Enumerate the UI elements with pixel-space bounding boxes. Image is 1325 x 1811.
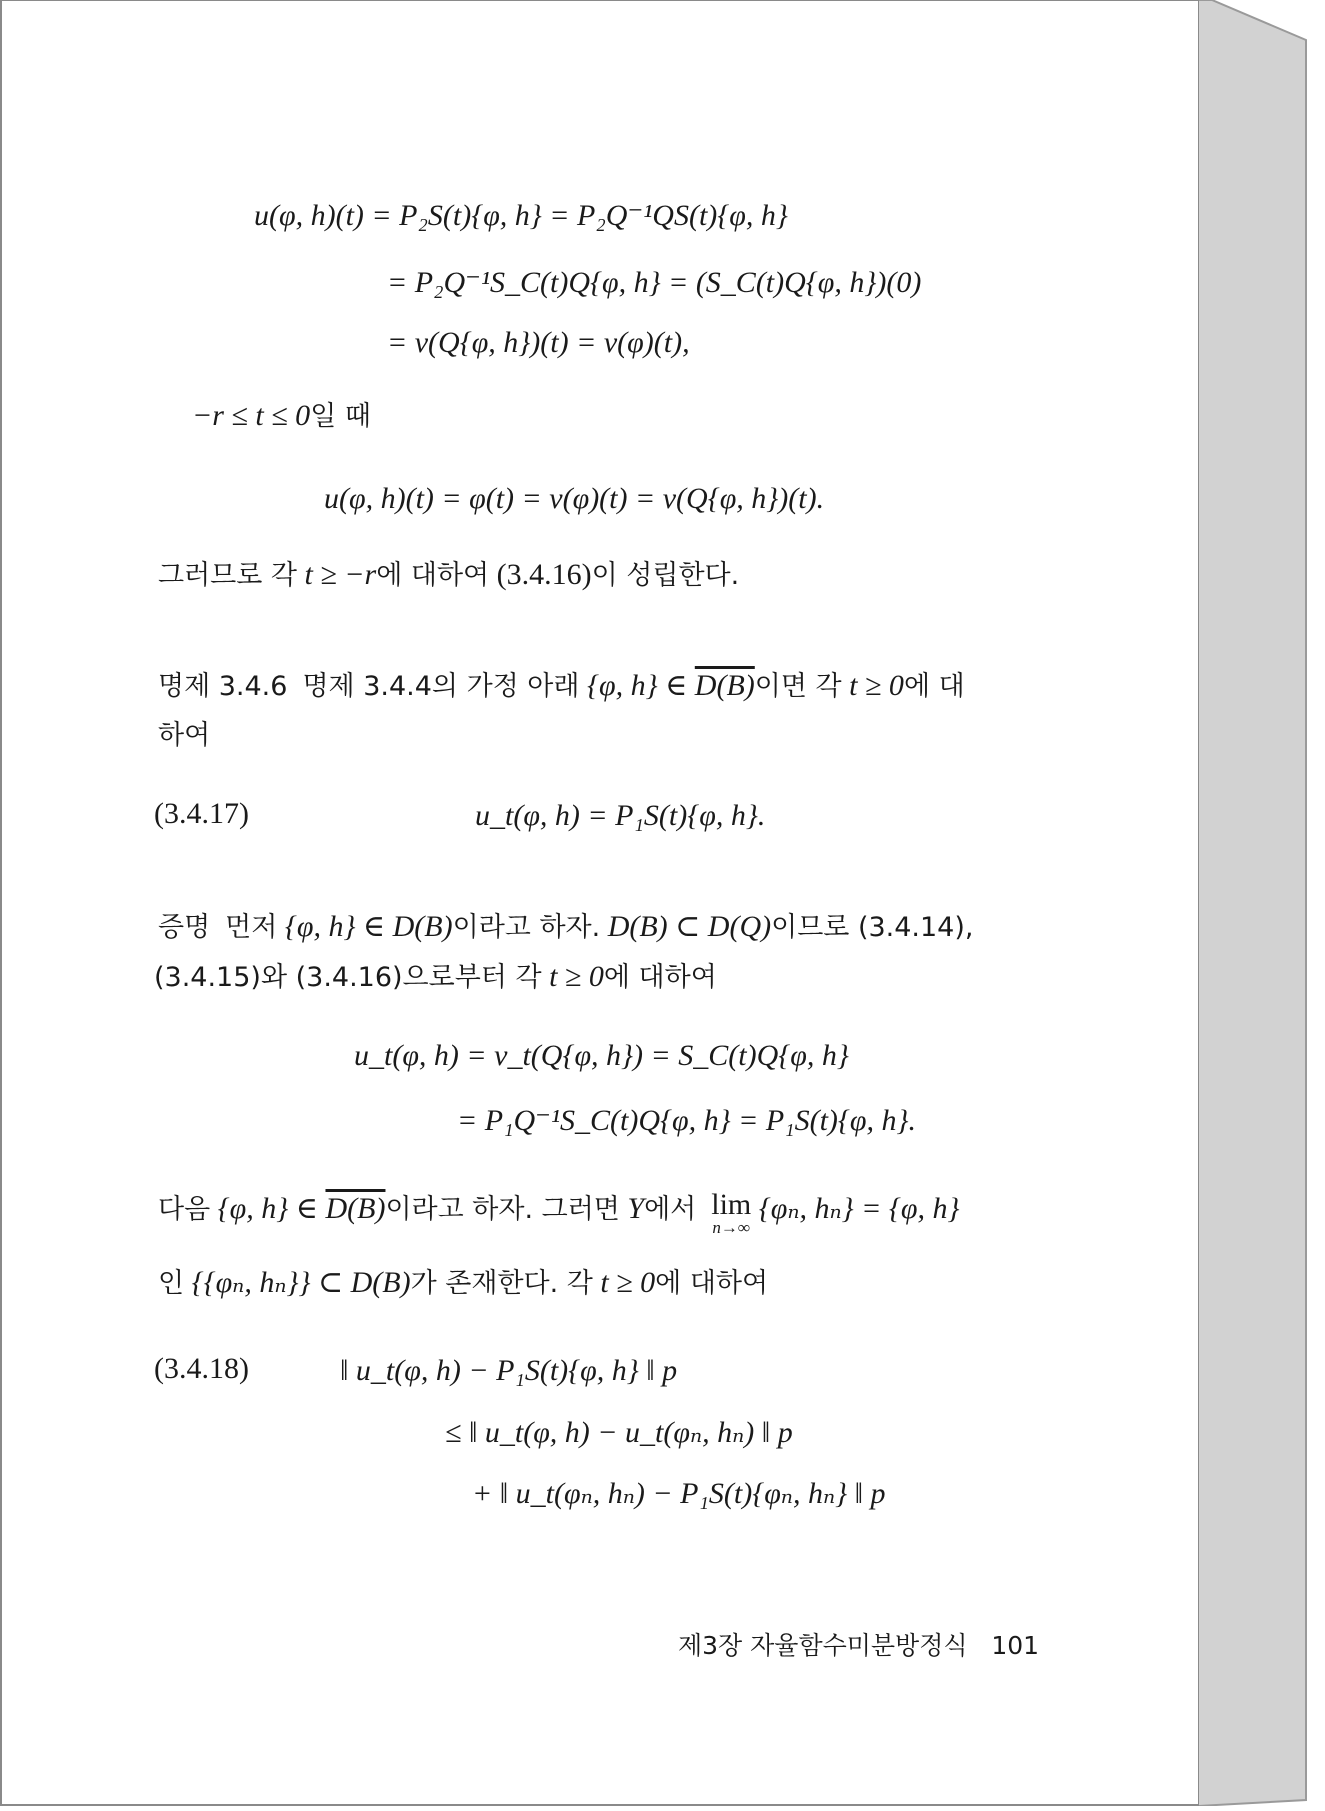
proof-line-2: [154, 959, 717, 996]
text: 이라고 하자. 그러면: [385, 1194, 620, 1225]
equation-line: u(φ, h)(t) = φ(t) = v(φ)(t) = v(Q{φ, h})(t).: [324, 482, 825, 515]
math-closure: D(B): [325, 1192, 386, 1225]
equation-number: (3.4.18): [154, 1352, 249, 1385]
condition-math: −r ≤ t ≤ 0: [192, 399, 311, 432]
chapter-title: 제3장 자율함수미분방정식: [678, 1631, 968, 1660]
condition-line: [192, 398, 371, 435]
text: 이므로 (3.4.14),: [771, 912, 974, 943]
lim-text: lim: [711, 1188, 752, 1221]
proposition-label: 명제 3.4.6: [158, 671, 288, 702]
text: 먼저: [225, 912, 278, 943]
math: t ≥ 0: [549, 960, 604, 993]
equation-line: u_t(φ, h) = P₁S(t){φ, h}.: [475, 799, 766, 832]
math: {φₙ, hₙ} = {φ, h}: [758, 1192, 960, 1225]
text: 이면 각: [754, 671, 842, 702]
text: 에 대하여: [655, 1268, 769, 1299]
proposition-line-2: 하여: [158, 720, 211, 751]
equation-line: = P₂Q⁻¹S_C(t)Q{φ, h} = (S_C(t)Q{φ, h})(0): [387, 266, 922, 299]
text: 에 대하여: [603, 962, 717, 993]
equation-line: = P₁Q⁻¹S_C(t)Q{φ, h} = P₁S(t){φ, h}.: [457, 1104, 916, 1137]
text: 에 대: [903, 671, 965, 702]
text: 명제 3.4.4의 가정 아래: [302, 671, 580, 702]
proof-line: [158, 909, 973, 946]
math-closure: D(B): [694, 669, 755, 702]
text: 인: [158, 1268, 185, 1299]
text: 그러므로 각: [158, 560, 297, 591]
paragraph-line-2: [158, 1265, 768, 1302]
equation-line: u(φ, h)(t) = P₂S(t){φ, h} = P₂Q⁻¹QS(t){φ, h}: [254, 199, 788, 232]
page-number: 101: [991, 1631, 1040, 1660]
math: {φ, h} ∈ D(B): [284, 910, 453, 943]
text: 에 대하여: [376, 560, 490, 591]
lim-subscript: n→∞: [712, 1218, 751, 1237]
text: (3.4.15)와 (3.4.16)으로부터 각: [154, 962, 542, 993]
equation-line: ‖ u_t(φ, h) − P₁S(t){φ, h} ‖ p: [340, 1354, 678, 1387]
equation-ref: (3.4.16): [496, 558, 592, 591]
math: {φ, h} ∈: [586, 669, 695, 702]
text: 이 성립한다.: [591, 560, 740, 591]
math: {φ, h} ∈: [217, 1192, 326, 1225]
text: 이라고 하자.: [452, 912, 601, 943]
math: Y: [627, 1192, 645, 1225]
text: 다음: [158, 1194, 211, 1225]
math: t ≥ −r: [304, 558, 377, 591]
condition-text: 일 때: [310, 401, 371, 432]
conclusion-line: [158, 557, 739, 594]
text: 가 존재한다. 각: [410, 1268, 593, 1299]
paragraph-line: [158, 1188, 960, 1237]
equation-line: + ‖ u_t(φₙ, hₙ) − P₁S(t){φₙ, hₙ} ‖ p: [472, 1477, 886, 1510]
proof-label: 증명: [158, 912, 211, 943]
page-footer: [678, 1626, 1039, 1662]
equation-number: (3.4.17): [154, 797, 249, 830]
math: D(B) ⊂ D(Q): [607, 910, 772, 943]
text: 에서: [644, 1194, 697, 1225]
equation-line: = v(Q{φ, h})(t) = v(φ)(t),: [387, 326, 690, 359]
math: {{φₙ, hₙ}} ⊂ D(B): [191, 1266, 411, 1299]
equation-line: ≤ ‖ u_t(φ, h) − u_t(φₙ, hₙ) ‖ p: [445, 1416, 793, 1449]
equation-line: u_t(φ, h) = v_t(Q{φ, h}) = S_C(t)Q{φ, h}: [354, 1039, 849, 1072]
math: t ≥ 0: [600, 1266, 656, 1299]
math: t ≥ 0: [849, 669, 904, 702]
limit-operator: [711, 1188, 752, 1237]
proposition-line: [158, 668, 965, 705]
